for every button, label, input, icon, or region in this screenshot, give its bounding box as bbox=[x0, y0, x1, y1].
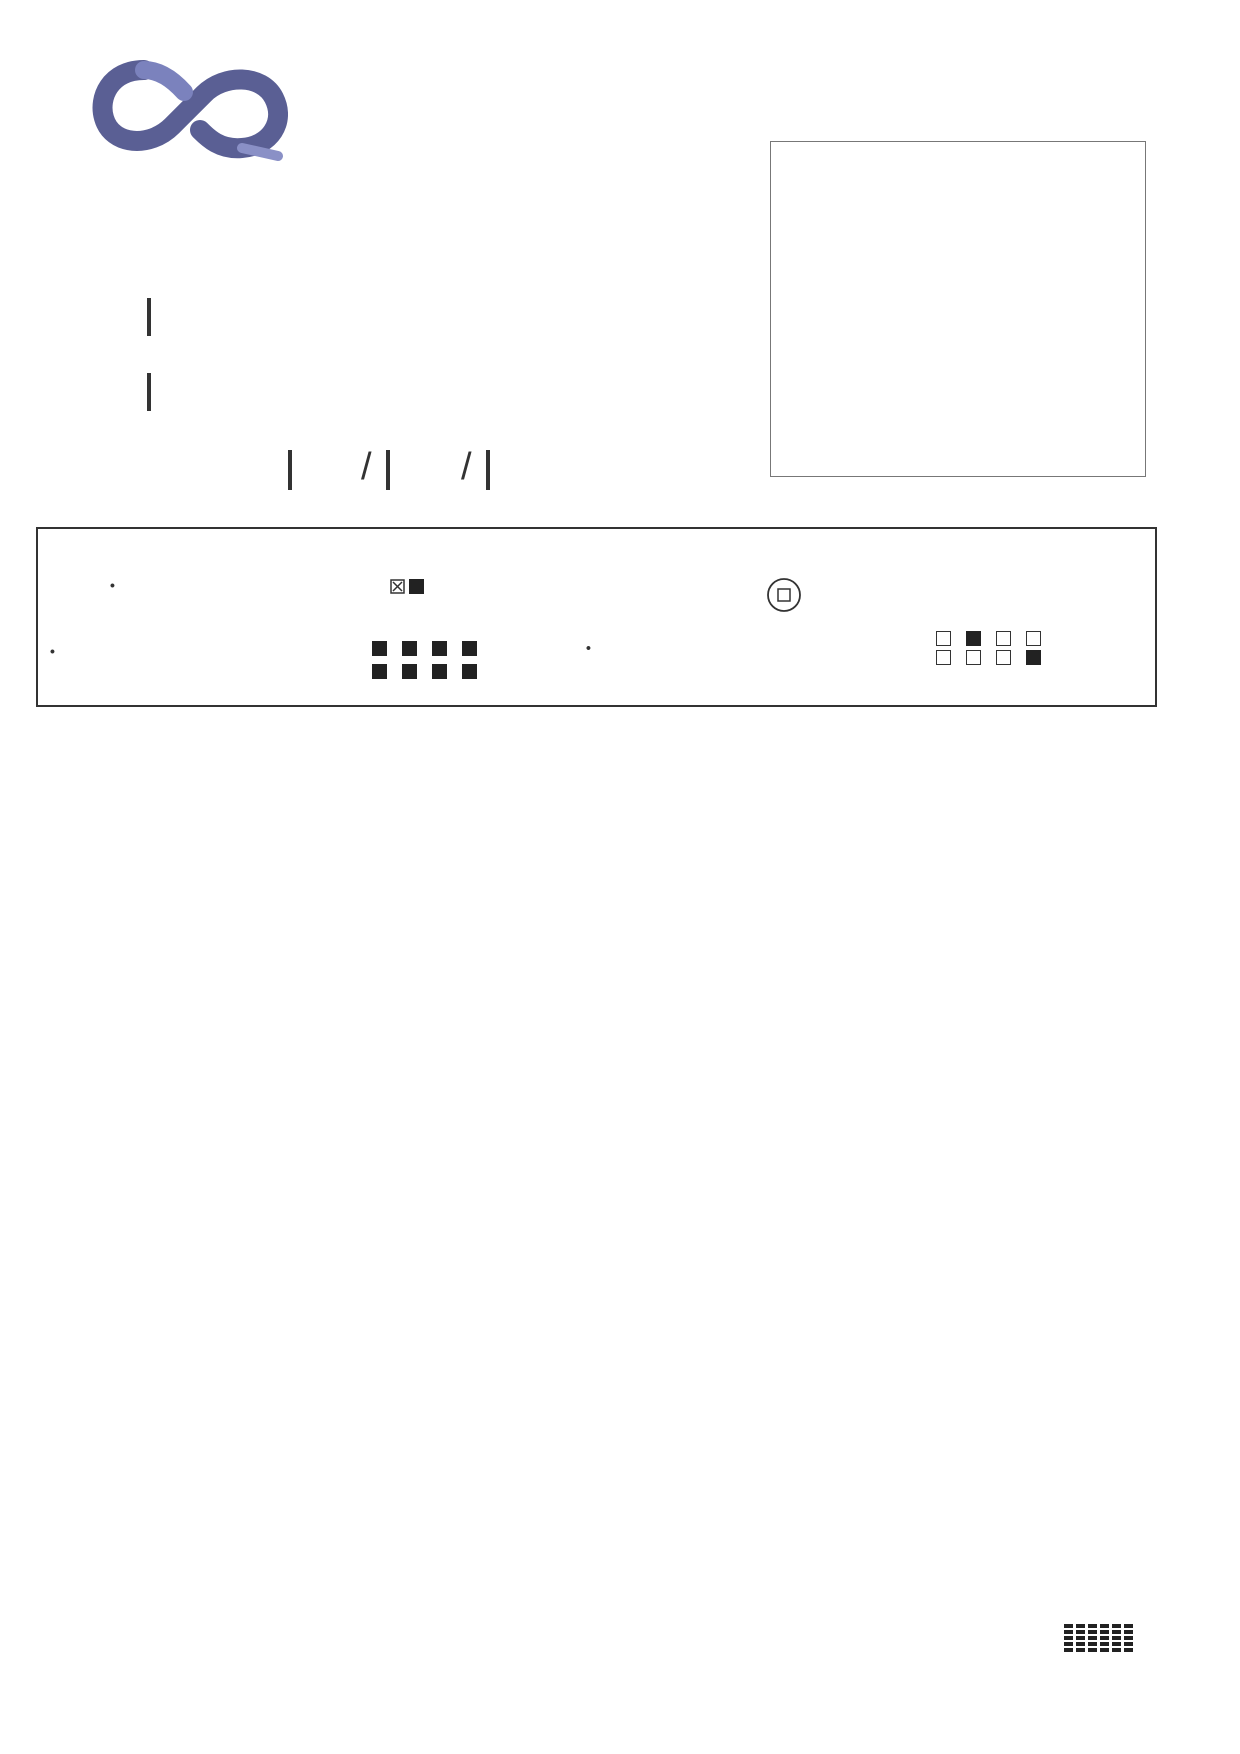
date-separator: / bbox=[461, 446, 472, 488]
cocher-example bbox=[390, 577, 424, 595]
date-separator: / bbox=[361, 446, 372, 488]
nom-field[interactable] bbox=[147, 298, 151, 336]
annuler-text-1: • bbox=[50, 643, 67, 659]
apb-digit-grid bbox=[770, 141, 1146, 477]
instructions-line1 bbox=[44, 537, 49, 557]
barcode-icon bbox=[1064, 1624, 1133, 1654]
modifier-text-1: • bbox=[586, 639, 603, 656]
infinity-logo-icon bbox=[92, 52, 288, 164]
qcmcer-code bbox=[1064, 1624, 1133, 1654]
prenom-field[interactable] bbox=[147, 373, 151, 411]
instructions-box bbox=[36, 527, 1157, 707]
circled-box-icon bbox=[766, 577, 802, 613]
modifier-example bbox=[936, 631, 1046, 667]
logo bbox=[92, 52, 288, 164]
annuler-example bbox=[372, 641, 477, 679]
examples-label: • bbox=[110, 577, 123, 593]
mois-field[interactable] bbox=[386, 450, 390, 490]
jour-field[interactable] bbox=[288, 450, 292, 490]
filled-box-icon bbox=[409, 579, 424, 594]
crossed-box-icon bbox=[390, 579, 405, 594]
annee-field[interactable] bbox=[486, 450, 490, 490]
entourer-example bbox=[766, 577, 802, 613]
